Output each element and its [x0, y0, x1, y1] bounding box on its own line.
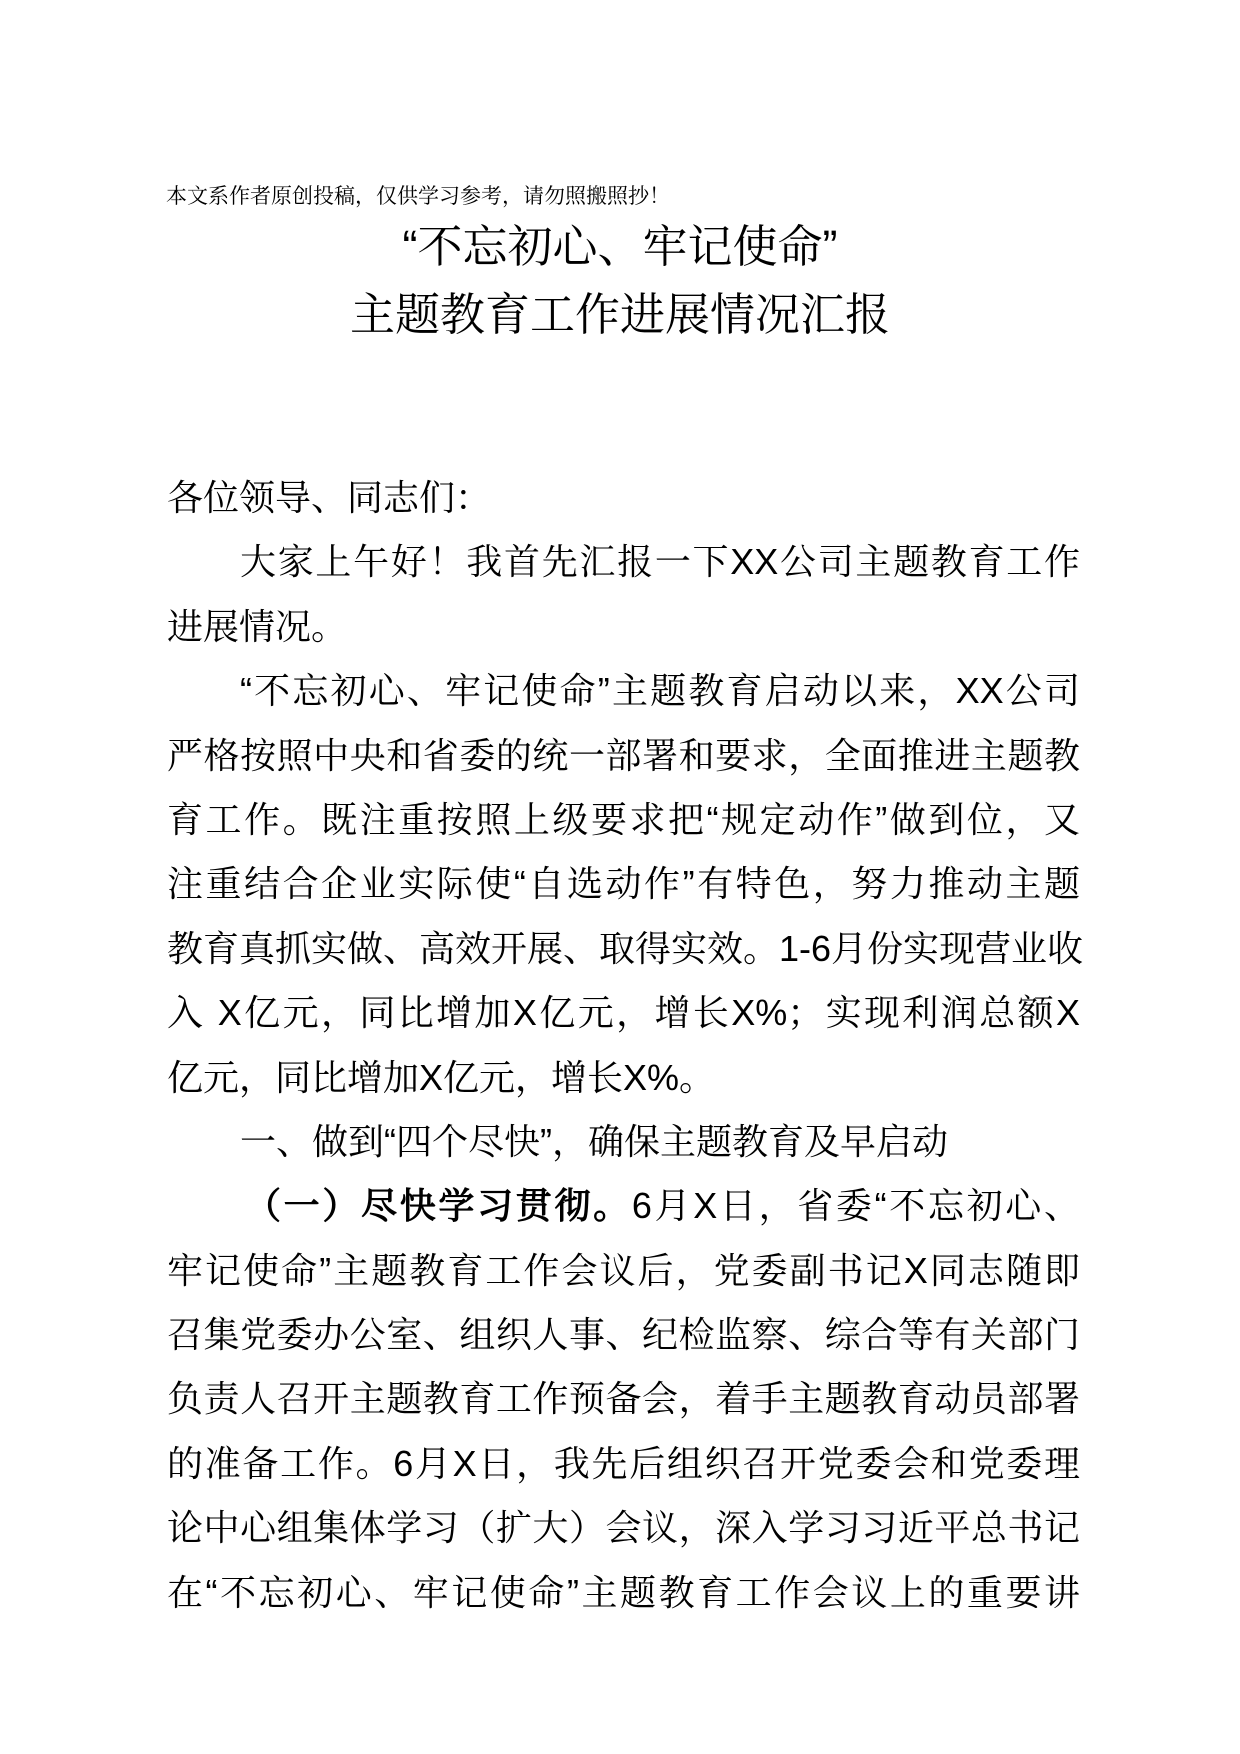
document-title-line-2: 主题教育工作进展情况汇报: [349, 289, 890, 340]
paragraph-line: 育工作。既注重按照上级要求把“规定动作”做到位，又: [167, 798, 1080, 840]
paragraph-line: 严格按照中央和省委的统一部署和要求，全面推进主题教: [167, 734, 1080, 776]
document-body: [167, 466, 1084, 1625]
subsection-heading: （一）尽快学习贯彻。: [245, 1185, 632, 1227]
document-title-line-1: “不忘初心、牢记使命”: [402, 221, 838, 272]
paragraph-line: 召集党委办公室、组织人事、纪检监察、综合等有关部门: [167, 1314, 1080, 1356]
paragraph-line: 的准备工作。6月X日，我先后组织召开党委会和党委理: [167, 1442, 1080, 1484]
paragraph-line: 入 X亿元，同比增加X亿元，增长X%；实现利润总额X: [167, 992, 1080, 1034]
paragraph-line: [167, 1174, 1080, 1238]
paragraph-line: 在“不忘初心、牢记使命”主题教育工作会议上的重要讲: [167, 1571, 1080, 1613]
paragraph-line: 注重结合企业实际使“自选动作”有特色，努力推动主题: [167, 863, 1080, 905]
paragraph-line: 负责人召开主题教育工作预备会，着手主题教育动员部署: [167, 1378, 1080, 1420]
paragraph-line: 大家上午好！我首先汇报一下XX公司主题教育工作: [240, 541, 1080, 583]
paragraph-line: “不忘初心、牢记使命”主题教育启动以来，XX公司: [240, 670, 1080, 712]
paragraph-line: 亿元，同比增加X亿元，增长X%。: [167, 1056, 716, 1098]
greeting: 各位领导、同志们：: [167, 477, 492, 518]
paragraph-line: 进展情况。: [167, 605, 348, 647]
paragraph-text: 6月X日，省委“不忘初心、: [631, 1185, 1080, 1227]
paragraph-line: 教育真抓实做、高效开展、取得实效。1-6月份实现营业收: [167, 927, 1084, 969]
paragraph-line: 论中心组集体学习（扩大）会议，深入学习习近平总书记: [167, 1507, 1080, 1549]
paragraph-line: 牢记使命”主题教育工作会议后，党委副书记X同志随即: [167, 1249, 1080, 1291]
section-heading: 一、做到“四个尽快”，确保主题教育及早启动: [240, 1120, 948, 1162]
copyright-note: 本文系作者原创投稿，仅供学习参考，请勿照搬照抄！: [166, 185, 670, 208]
